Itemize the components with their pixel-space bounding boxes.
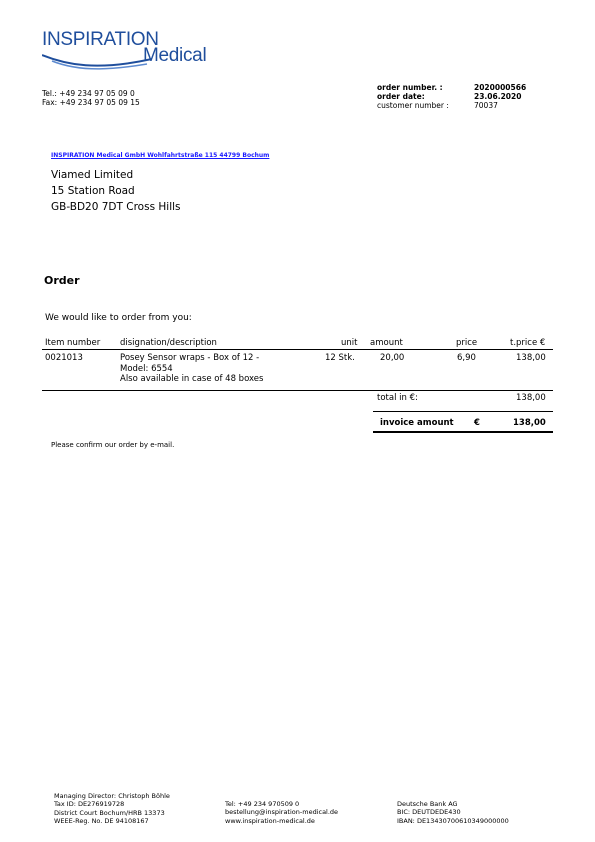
footer-website-link[interactable]: www.inspiration-medical.de (225, 816, 315, 825)
header-unit: unit (341, 338, 358, 348)
contact-block (42, 89, 140, 107)
invoice-amount-value: 138,00 (513, 418, 546, 428)
recipient-address (51, 167, 181, 215)
row-price: 6,90 (457, 353, 476, 363)
total-rule (373, 411, 553, 412)
footer-email-link[interactable]: bestellung@inspiration-medical.de (225, 808, 339, 817)
order-date: 23.06.2020 (474, 92, 522, 101)
row-description (120, 353, 263, 385)
recipient-street: 15 Station Road (51, 185, 135, 197)
header-designation: disignation/description (120, 338, 217, 348)
total-label: total in €: (377, 393, 418, 403)
customer-number-label: customer number : (377, 101, 449, 110)
invoice-rule (373, 431, 553, 433)
footer-line: BIC: DEUTDEDE430 (397, 808, 461, 817)
recipient-city: GB-BD20 7DT Cross Hills (51, 201, 181, 213)
row-description-line: Model: 6554 (120, 363, 173, 374)
header-price: price (456, 338, 478, 348)
intro-text: We would like to order from you: (45, 313, 192, 323)
total-value: 138,00 (516, 393, 546, 403)
footer-bank-info (397, 800, 509, 825)
footer-line: Deutsche Bank AG (397, 800, 458, 808)
phone-number: Tel.: +49 234 97 05 09 0 (42, 89, 135, 98)
recipient-name: Viamed Limited (51, 169, 134, 181)
footer-line: Tax ID: DE276919728 (54, 800, 125, 809)
footer-line: District Court Bochum/HRB 13373 (54, 808, 165, 817)
footer-company-info (54, 792, 170, 825)
header-rule (42, 349, 553, 350)
footer-contact-info (225, 800, 338, 825)
footer-line: Managing Director: Christoph Böhle (54, 792, 170, 800)
row-rule (42, 390, 553, 391)
order-info (377, 83, 526, 110)
footer-line: IBAN: DE13430700610349000000 (397, 816, 509, 825)
row-description-line: Posey Sensor wraps - Box of 12 - (120, 353, 260, 363)
invoice-currency: € (474, 418, 480, 428)
order-number: 2020000566 (474, 83, 527, 92)
footer-line: Tel: +49 234 970509 0 (225, 800, 300, 808)
row-description-line: Also available in case of 48 boxes (120, 374, 264, 384)
customer-number: 70037 (474, 101, 498, 110)
row-total-price: 138,00 (516, 353, 546, 363)
fax-number: Fax: +49 234 97 05 09 15 (42, 98, 140, 107)
logo-text-medical: Medical (143, 45, 207, 66)
row-item-number: 0021013 (45, 353, 83, 363)
logo-swoosh-icon (42, 45, 152, 73)
row-amount: 20,00 (380, 353, 405, 363)
order-date-label: order date: (377, 92, 425, 101)
company-logo (42, 30, 222, 78)
header-total-price: t.price € (510, 338, 546, 348)
order-number-label: order number. : (377, 83, 443, 92)
document-title: Order (44, 274, 80, 287)
row-unit: 12 Stk. (325, 353, 355, 363)
logo-text-inspiration: INSPIRATION (42, 29, 159, 50)
sender-address-link[interactable]: INSPIRATION Medical GmbH Wohlfahrtstraße 115 44799 Bochum (51, 152, 270, 159)
header-item-number: Item number (45, 338, 101, 348)
footer-line: WEEE-Reg. No. DE 94108167 (54, 816, 149, 825)
confirm-note: Please confirm our order by e-mail. (51, 441, 175, 449)
invoice-amount-label: invoice amount (380, 418, 454, 428)
header-amount: amount (370, 338, 403, 348)
